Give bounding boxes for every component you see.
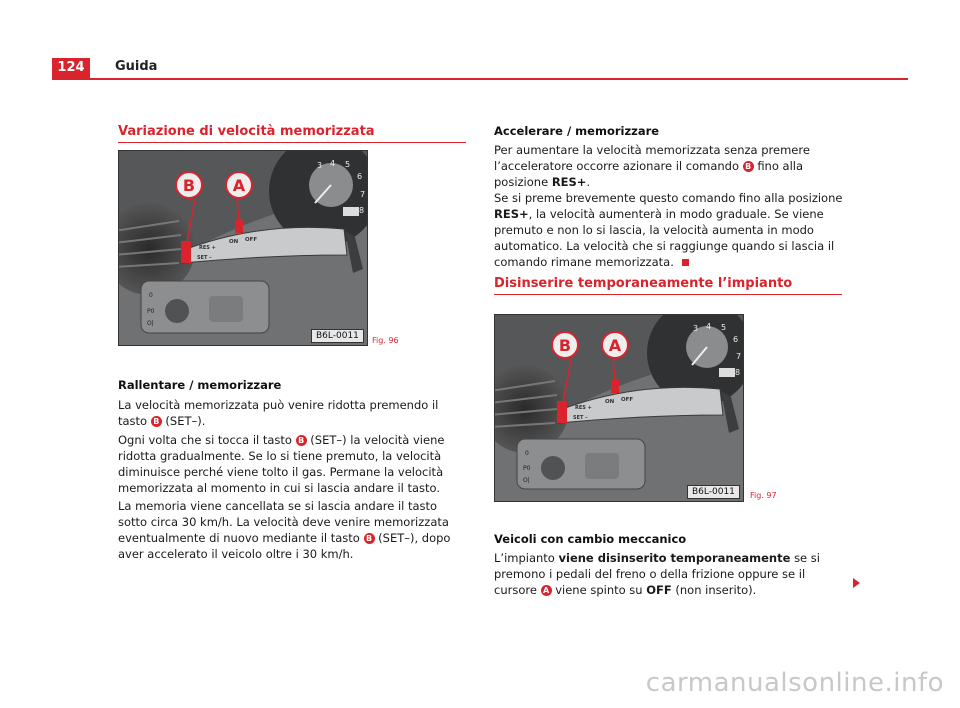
svg-text:6: 6 <box>357 172 363 181</box>
section-title-disinserire: Disinserire temporaneamente l’impianto <box>494 276 842 295</box>
svg-text:P0: P0 <box>523 465 531 472</box>
section-title-variazione: Variazione di velocità memorizzata <box>118 124 466 143</box>
tag-b: B <box>151 416 162 427</box>
svg-text:OFF: OFF <box>621 397 634 403</box>
svg-text:ON: ON <box>229 239 239 245</box>
svg-text:0: 0 <box>525 450 529 457</box>
svg-text:P0: P0 <box>147 308 155 315</box>
slider-a <box>235 219 243 233</box>
chapter-title: Guida <box>115 59 158 74</box>
svg-text:A: A <box>232 176 246 195</box>
paragraph: Ogni volta che si tocca il tasto B (SET–) la velocità viene ridotta gradualmente. Se lo si tiene premuto, la velocità diminuisce perché viene tolto il gas. Permane la velocità memorizzata al momento in cui si lascia andare il tasto. <box>118 433 445 495</box>
paragraph: Per aumentare la velocità memorizzata senza premere l’acceleratore occorre azionare il comando B fino alla posizione RES+. <box>494 143 810 189</box>
svg-text:SET –: SET – <box>197 255 212 261</box>
svg-text:3: 3 <box>317 161 323 170</box>
page-number: 124 <box>52 58 90 78</box>
figure-96 <box>118 150 368 346</box>
cruise-control-illustration <box>119 151 367 345</box>
svg-text:8: 8 <box>735 368 741 377</box>
tag-b: B <box>296 435 307 446</box>
svg-text:6: 6 <box>733 335 739 344</box>
slider-a <box>611 379 619 393</box>
svg-text:O|: O| <box>523 477 530 484</box>
svg-text:4: 4 <box>330 159 336 168</box>
paragraph: Se si preme brevemente questo comando fino alla posizione RES+, la velocità aumenterà in modo graduale. Se viene premuto e non lo si lascia, la velocità aumenta in modo automatico. La velocità che si raggiunge quando si lascia il comando rimane memorizzata. <box>494 191 843 269</box>
figure-code: B6L-0011 <box>311 329 364 343</box>
figure-caption: Fig. 96 <box>372 336 399 345</box>
svg-text:7: 7 <box>736 352 742 361</box>
header-rule <box>52 78 908 80</box>
continue-arrow-icon <box>853 578 860 588</box>
end-of-section-icon <box>682 259 689 266</box>
cruise-control-illustration <box>495 315 743 501</box>
svg-text:OFF: OFF <box>245 237 258 243</box>
figure-97 <box>494 314 744 502</box>
set-button <box>557 401 567 423</box>
svg-text:RES +: RES + <box>575 405 592 411</box>
subhead-veicoli: Veicoli con cambio meccanico <box>494 532 687 546</box>
svg-text:SET –: SET – <box>573 415 588 421</box>
tag-b: B <box>364 533 375 544</box>
svg-text:5: 5 <box>721 323 727 332</box>
set-button <box>181 241 191 263</box>
subhead-rallentare: Rallentare / memorizzare <box>118 378 282 392</box>
svg-text:ON: ON <box>605 399 615 405</box>
watermark: carmanualsonline.info <box>645 668 944 698</box>
light-switch-panel <box>141 281 269 333</box>
svg-text:A: A <box>608 336 622 355</box>
svg-text:0: 0 <box>149 292 153 299</box>
figure-code: B6L-0011 <box>687 485 740 499</box>
paragraph: La memoria viene cancellata se si lascia andare il tasto sotto circa 30 km/h. La velocità deve venire memorizzata eventualmente di nuovo mediante il tasto B (SET–), dopo aver accelerato il veicolo oltre i 30 km/h. <box>118 499 451 561</box>
svg-text:3: 3 <box>693 324 699 333</box>
subhead-accelerare: Accelerare / memorizzare <box>494 124 660 138</box>
paragraph: L’impianto viene disinserito temporaneamente se si premono i pedali del freno o della frizione oppure se il cursore A viene spinto su OFF (non inserito). <box>494 551 820 597</box>
svg-text:B: B <box>558 336 572 355</box>
svg-text:8: 8 <box>359 206 365 215</box>
light-switch-panel <box>517 439 645 489</box>
tag-a: A <box>541 585 552 596</box>
svg-text:5: 5 <box>345 160 351 169</box>
svg-text:RES +: RES + <box>199 245 216 251</box>
svg-text:O|: O| <box>147 320 154 327</box>
svg-text:4: 4 <box>706 322 712 331</box>
figure-caption: Fig. 97 <box>750 491 777 500</box>
paragraph: La velocità memorizzata può venire ridotta premendo il tasto B (SET–). <box>118 398 439 428</box>
svg-text:7: 7 <box>360 190 366 199</box>
svg-text:B: B <box>182 176 196 195</box>
tag-b: B <box>743 161 754 172</box>
